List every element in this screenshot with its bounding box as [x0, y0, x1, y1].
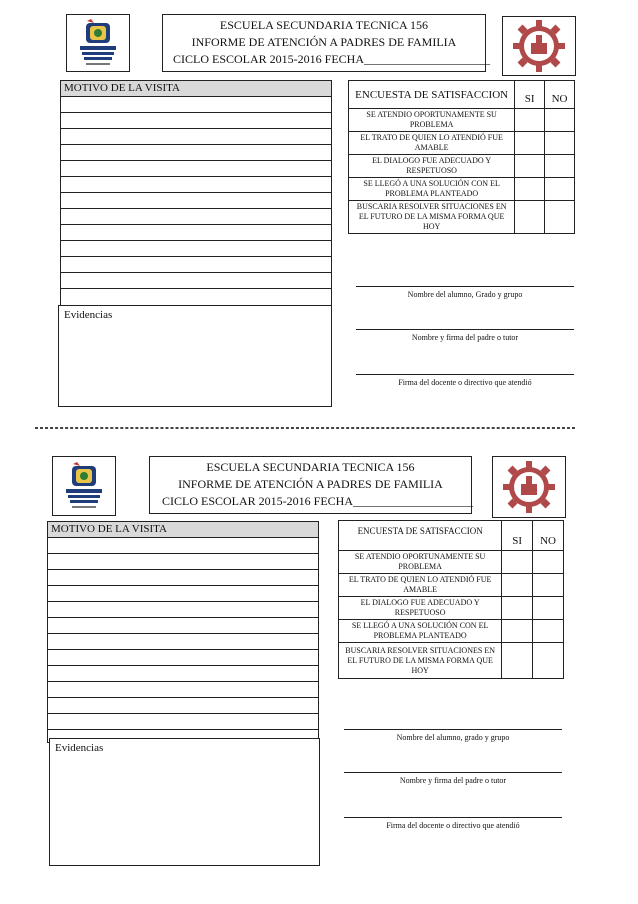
header [162, 14, 491, 72]
writing-line[interactable] [48, 554, 318, 570]
survey-no-checkbox[interactable] [533, 643, 564, 679]
writing-line[interactable] [61, 129, 331, 145]
writing-line[interactable] [48, 602, 318, 618]
form-bottom [0, 446, 638, 886]
signature-label: Nombre del alumno, grado y grupo [396, 733, 510, 742]
survey-question: EL TRATO DE QUIEN LO ATENDIÓ FUE AMABLE [349, 132, 515, 155]
signature-label: Nombre y firma del padre o tutor [411, 333, 519, 342]
writing-line[interactable] [61, 193, 331, 209]
signature-line [356, 286, 574, 287]
writing-line[interactable] [61, 225, 331, 241]
report-title: INFORME DE ATENCIÓN A PADRES DE FAMILIA [191, 35, 457, 49]
logo-right [502, 16, 576, 76]
school-gear-seal-icon [502, 460, 556, 514]
cut-line [35, 427, 575, 429]
survey-no-header: NO [545, 81, 575, 109]
survey-no-checkbox[interactable] [533, 551, 564, 574]
survey-question: BUSCARIA RESOLVER SITUACIONES EN EL FUTURO DE LA MISMA FORMA QUE HOY [349, 201, 515, 234]
survey-no-checkbox[interactable] [545, 178, 575, 201]
evidencias-box[interactable] [58, 305, 332, 407]
survey-yes-checkbox[interactable] [515, 109, 545, 132]
motivo-visita-box [60, 80, 332, 306]
logo-left [66, 14, 130, 72]
survey-question: EL TRATO DE QUIEN LO ATENDIÓ FUE AMABLE [339, 574, 502, 597]
school-gear-seal-icon [512, 19, 566, 73]
survey-yes-checkbox[interactable] [515, 132, 545, 155]
report-title: INFORME DE ATENCIÓN A PADRES DE FAMILIA [178, 477, 443, 491]
signature-line [356, 329, 574, 330]
cycle-date: CICLO ESCOLAR 2015-2016 FECHA_____________________ [173, 52, 491, 66]
survey-yes-checkbox[interactable] [502, 643, 533, 679]
writing-line[interactable] [48, 666, 318, 682]
writing-line[interactable] [61, 209, 331, 225]
survey-question: EL DIALOGO FUE ADECUADO Y RESPETUOSO [339, 597, 502, 620]
survey-yes-checkbox[interactable] [515, 201, 545, 234]
writing-line[interactable] [61, 273, 331, 289]
survey-no-checkbox[interactable] [545, 109, 575, 132]
survey-no-checkbox[interactable] [545, 155, 575, 178]
writing-line[interactable] [48, 618, 318, 634]
signature-parent[interactable] [344, 772, 562, 785]
signature-teacher[interactable] [344, 817, 562, 830]
survey-question: SE ATENDIO OPORTUNAMENTE SU PROBLEMA [349, 109, 515, 132]
writing-line[interactable] [48, 714, 318, 730]
writing-line[interactable] [48, 570, 318, 586]
survey-question: SE ATENDIO OPORTUNAMENTE SU PROBLEMA [339, 551, 502, 574]
evidencias-title: Evidencias [55, 742, 104, 754]
signature-label: Nombre del alumno, Grado y grupo [407, 290, 523, 299]
survey-no-header: NO [533, 521, 564, 551]
signature-line [344, 729, 562, 730]
survey-title: ENCUESTA DE SATISFACCION [339, 521, 502, 551]
survey-no-checkbox[interactable] [533, 574, 564, 597]
survey-question: SE LLEGÓ A UNA SOLUCIÓN CON EL PROBLEMA PLANTEADO [349, 178, 515, 201]
school-name: ESCUELA SECUNDARIA TECNICA 156 [219, 18, 429, 32]
survey-yes-checkbox[interactable] [502, 620, 533, 643]
signature-label: Firma del docente o directivo que atendió [398, 378, 532, 387]
form-top [0, 0, 638, 440]
writing-line[interactable] [61, 113, 331, 129]
writing-line[interactable] [61, 257, 331, 273]
survey-yes-checkbox[interactable] [502, 597, 533, 620]
survey-title: ENCUESTA DE SATISFACCION [349, 81, 515, 109]
signature-label: Nombre y firma del padre o tutor [399, 776, 507, 785]
writing-line[interactable] [48, 538, 318, 554]
gobierno-de-jalisco-logo-icon [58, 460, 110, 512]
signature-line [344, 772, 562, 773]
writing-line[interactable] [61, 241, 331, 257]
signature-student[interactable] [344, 729, 562, 742]
header [149, 456, 472, 514]
survey-question: SE LLEGÓ A UNA SOLUCIÓN CON EL PROBLEMA PLANTEADO [339, 620, 502, 643]
writing-line[interactable] [48, 634, 318, 650]
motivo-visita-box [47, 521, 319, 743]
signature-line [356, 374, 574, 375]
survey-no-checkbox[interactable] [533, 597, 564, 620]
signature-student[interactable] [356, 286, 574, 299]
survey-question: EL DIALOGO FUE ADECUADO Y RESPETUOSO [349, 155, 515, 178]
motivo-visita-title: MOTIVO DE LA VISITA [61, 81, 331, 97]
writing-line[interactable] [61, 161, 331, 177]
logo-right [492, 456, 566, 518]
school-name: ESCUELA SECUNDARIA TECNICA 156 [206, 460, 415, 474]
signature-line [344, 817, 562, 818]
survey-yes-checkbox[interactable] [502, 551, 533, 574]
signature-parent[interactable] [356, 329, 574, 342]
writing-line[interactable] [48, 650, 318, 666]
survey-question: BUSCARIA RESOLVER SITUACIONES EN EL FUTURO DE LA MISMA FORMA QUE HOY [339, 643, 502, 679]
survey-yes-checkbox[interactable] [502, 574, 533, 597]
signature-teacher[interactable] [356, 374, 574, 387]
gobierno-de-jalisco-logo-icon [72, 17, 124, 69]
survey-yes-header: SI [515, 81, 545, 109]
signature-label: Firma del docente o directivo que atendió [386, 821, 520, 830]
writing-line[interactable] [61, 145, 331, 161]
evidencias-box[interactable] [49, 738, 320, 866]
survey-no-checkbox[interactable] [533, 620, 564, 643]
satisfaction-survey [348, 80, 575, 234]
evidencias-title: Evidencias [64, 309, 113, 321]
writing-line[interactable] [48, 698, 318, 714]
logo-left [52, 456, 116, 516]
survey-no-checkbox[interactable] [545, 132, 575, 155]
writing-line[interactable] [48, 586, 318, 602]
writing-line[interactable] [61, 177, 331, 193]
cycle-date: CICLO ESCOLAR 2015-2016 FECHA____________________ [162, 494, 474, 508]
survey-no-checkbox[interactable] [545, 201, 575, 234]
motivo-visita-title: MOTIVO DE LA VISITA [48, 522, 318, 538]
survey-yes-header: SI [502, 521, 533, 551]
writing-line[interactable] [61, 289, 331, 305]
writing-line[interactable] [61, 97, 331, 113]
survey-yes-checkbox[interactable] [515, 155, 545, 178]
satisfaction-survey [338, 520, 564, 679]
survey-yes-checkbox[interactable] [515, 178, 545, 201]
writing-line[interactable] [48, 682, 318, 698]
